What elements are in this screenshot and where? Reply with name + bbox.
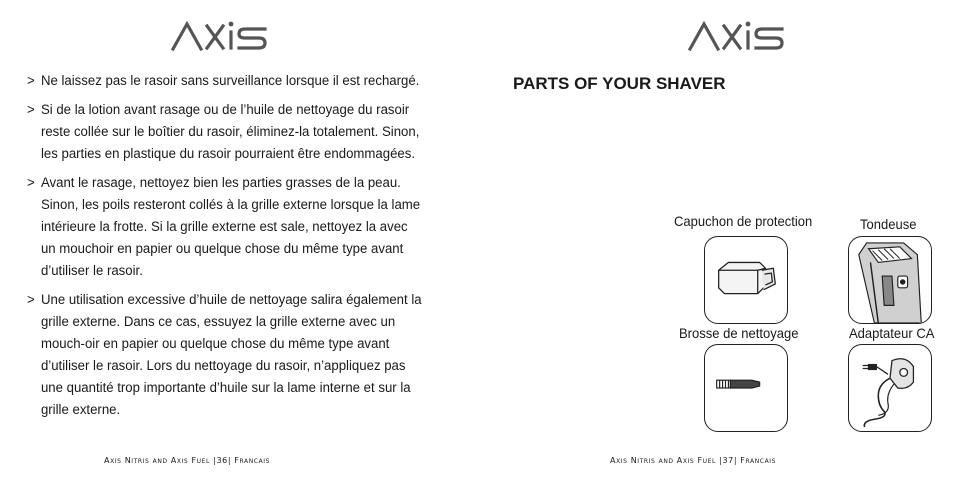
bullet-text: Ne laissez pas le rasoir sans surveillance lorsque il est rechargé. — [40, 73, 420, 89]
bullet-text: Avant le rasage, nettoyez bien les parties grasses de la peau. Sinon, les poils resteront collés à la grille externe lorsque la lame intérieure la frotte. Si la grille externe est sale, nettoyez la avec un mouchoir en papier ou quelque chose du même type avant d’utiliser le rasoir. — [40, 175, 421, 279]
brush-label: Brosse de nettoyage — [679, 325, 799, 341]
protective-cap-icon — [705, 237, 787, 323]
adapter-label: Adaptateur CA — [849, 325, 935, 341]
page-title: PARTS OF YOUR SHAVER — [513, 74, 726, 93]
bullet-marker: > — [27, 292, 35, 308]
bullet-marker: > — [27, 73, 35, 89]
ac-adapter-image — [848, 344, 932, 432]
ac-adapter-icon — [849, 345, 931, 431]
bullet-text: Si de la lotion avant rasage ou de l’huile de nettoyage du rasoir reste collée sur le boîtier du rasoir, éliminez-la totalement. Sinon, les parties en plastique du rasoir pourraient être endommagées. — [40, 102, 420, 162]
bullet-marker: > — [27, 102, 35, 118]
trimmer-label: Tondeuse — [860, 216, 917, 232]
bullet-marker: > — [27, 175, 35, 191]
list-item — [27, 172, 422, 282]
cap-label: Capuchon de protection — [674, 213, 813, 229]
axis-logo — [165, 18, 275, 52]
trimmer-image — [848, 236, 932, 324]
list-item — [27, 289, 422, 421]
bullet-text: Une utilisation excessive d’huile de nettoyage salira également la grille externe. Dans ce cas, essuyez la grille externe avec un mouch-oir en papier ou quelque chose du même type avant d’utiliser le rasoir. Lors du nettoyage du rasoir, n’appliquez pas une quantité trop importante d’huile sur la lame interne et sur la grille externe. — [40, 292, 422, 418]
protective-cap-image — [704, 236, 788, 324]
trimmer-icon — [849, 237, 931, 323]
cleaning-brush-image — [704, 344, 788, 432]
list-item — [27, 99, 422, 165]
list-item — [27, 70, 422, 92]
warning-list — [27, 70, 422, 428]
page-footer: Axis Nitris and Axis Fuel |36| Francais — [104, 456, 271, 465]
cleaning-brush-icon — [705, 345, 787, 431]
page-footer: Axis Nitris and Axis Fuel |37| Francais — [610, 456, 777, 465]
axis-logo — [682, 18, 792, 52]
right-page — [477, 0, 954, 477]
